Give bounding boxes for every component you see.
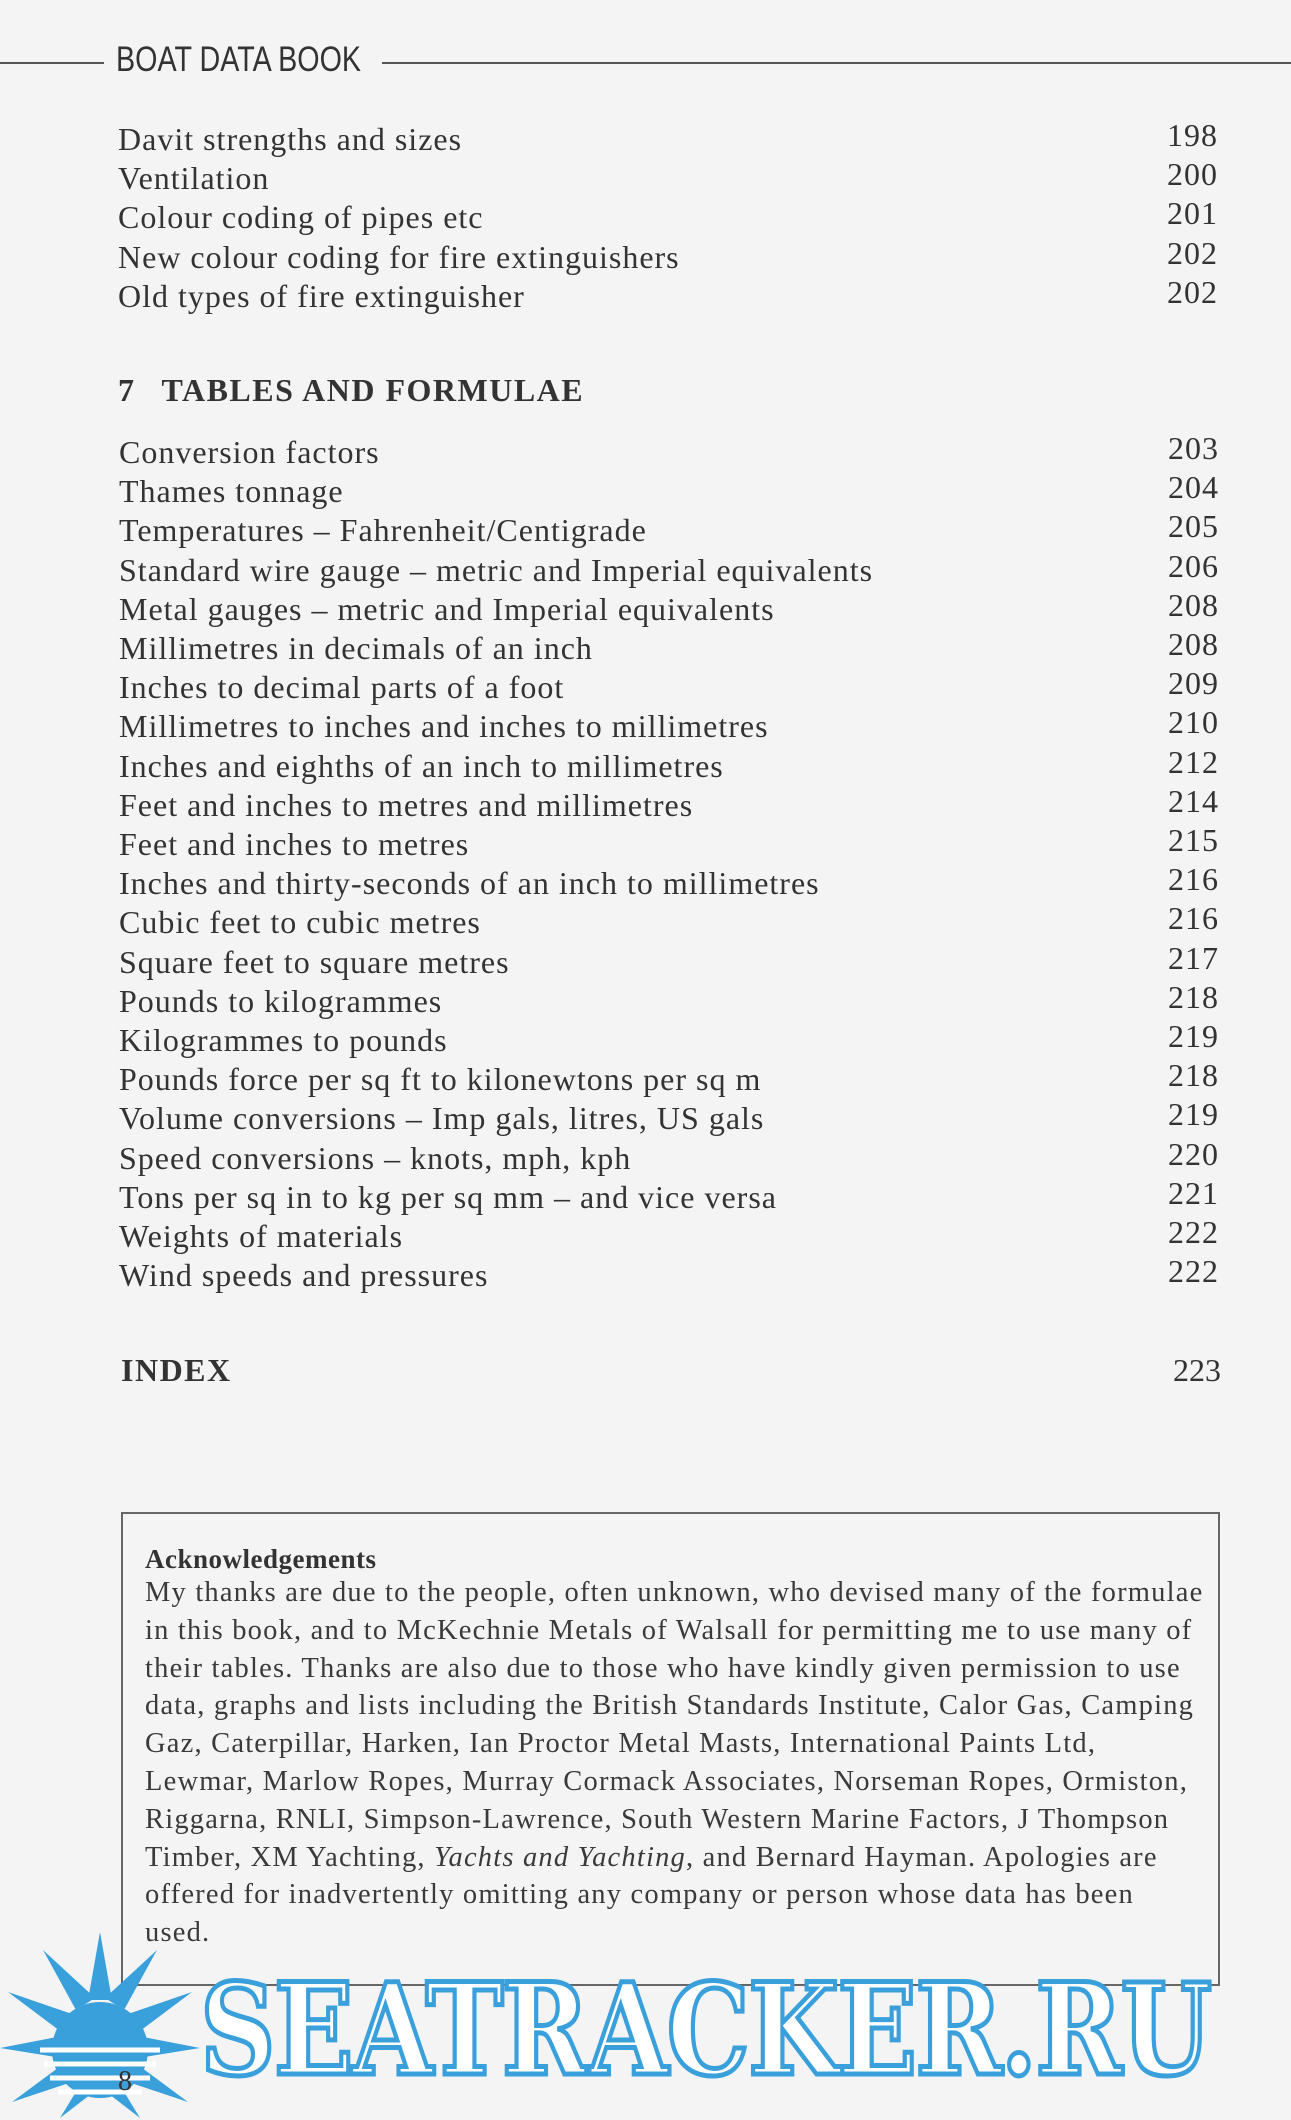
toc-entry-label: Volume conversions – Imp gals, litres, US gals (119, 1100, 765, 1137)
toc-entry-label: Davit strengths and sizes (118, 121, 463, 157)
toc-entry[interactable] (119, 469, 1219, 510)
toc-entry[interactable] (119, 665, 1219, 706)
toc-entry[interactable] (119, 1253, 1219, 1294)
toc-entry-label: Temperatures – Fahrenheit/Centigrade (119, 512, 647, 549)
header-rule-right (382, 62, 1291, 64)
toc-entry-page: 218 (1168, 1057, 1219, 1094)
toc-entry-label: Standard wire gauge – metric and Imperial equivalents (119, 551, 874, 588)
section-heading (118, 372, 584, 409)
toc-entry-label: Feet and inches to metres (119, 826, 470, 862)
toc-entry[interactable] (119, 743, 1219, 785)
toc-entry-page: 204 (1168, 469, 1219, 506)
acknowledgements-text (145, 1574, 1205, 1952)
toc-entry-page: 201 (1167, 195, 1218, 232)
acknowledgements-box (121, 1512, 1220, 1986)
toc-entry-label: Speed conversions – knots, mph, kph (119, 1139, 632, 1176)
toc-entry-page: 208 (1168, 626, 1219, 662)
toc-entry-label: Conversion factors (119, 434, 380, 470)
toc-entry-label: INDEX (121, 1352, 232, 1388)
toc-entry-page: 202 (1167, 273, 1218, 310)
toc-entry-page: 208 (1168, 586, 1219, 623)
toc-entry[interactable] (119, 861, 1219, 902)
toc-entry-page: 216 (1168, 900, 1219, 937)
toc-entry-label: Inches and eighths of an inch to millimetres (119, 747, 724, 784)
toc-entry[interactable] (119, 978, 1219, 1020)
toc-entry-label: Old types of fire extinguisher (118, 277, 525, 314)
toc-entry-label: Weights of materials (119, 1218, 404, 1254)
toc-entry-label: New colour coding for fire extinguishers (118, 238, 680, 275)
header-rule-left (0, 62, 104, 64)
toc-entry-label: Pounds to kilogrammes (119, 982, 443, 1019)
toc-entry-label: Colour coding of pipes etc (118, 199, 484, 236)
toc-entry-page: 214 (1168, 782, 1219, 819)
toc-entry-page: 209 (1168, 665, 1219, 702)
toc-entry[interactable] (119, 1057, 1219, 1098)
acknowledgements-title: Acknowledgements (145, 1544, 377, 1574)
toc-entry-label: Metal gauges – metric and Imperial equivalents (119, 590, 775, 627)
toc-entry[interactable] (119, 1214, 1219, 1255)
running-title: BOAT DATA BOOK (116, 40, 362, 79)
toc-entry-page: 222 (1168, 1214, 1219, 1250)
ack-text-part-1: My thanks are due to the people, often unknown, who devised many of the formulae in this book, and to McKechnie Metals of Walsall for permitting me to use many of their tables. Thanks are also due to those who have kindly given permission to use data, graphs and lists including the British Standards Institute, Calor Gas, Camping Gaz, Caterpillar, Harken, Ian Proctor Metal Masts, International Paints Ltd, Lewmar, Marlow Ropes, Murray Cormack Associates, Norseman Ropes, Ormiston, Riggarna, RNLI, Simpson-Lawrence, South Western Marine Factors, J Thompson Timber, XM Yachting, (145, 1577, 1204, 1873)
toc-entry[interactable] (119, 822, 1219, 863)
toc-entry[interactable] (119, 1174, 1219, 1216)
toc-entry-label: Ventilation (118, 160, 270, 197)
toc-entry-page: 215 (1168, 822, 1219, 858)
toc-entry-label: Kilogrammes to pounds (119, 1022, 448, 1058)
toc-entry-label: Pounds force per sq ft to kilonewtons per sq m (119, 1061, 762, 1098)
toc-entry-page: 205 (1168, 508, 1219, 545)
toc-entry-page: 219 (1168, 1018, 1219, 1054)
toc-entry[interactable] (118, 117, 1218, 158)
watermark-text: SEATRACKER.RU (200, 1956, 1211, 2104)
page-header (0, 38, 1291, 88)
toc-entry-page: 198 (1167, 117, 1218, 153)
toc-entry[interactable] (119, 508, 1219, 549)
toc-entry[interactable] (119, 626, 1219, 667)
toc-entry-page: 221 (1168, 1174, 1219, 1211)
section-title: TABLES AND FORMULAE (161, 372, 585, 408)
toc-entry-page: 200 (1167, 156, 1218, 193)
toc-entry-label: Thames tonnage (119, 473, 344, 510)
toc-entry-page: 202 (1167, 234, 1218, 271)
toc-entry-label: Millimetres to inches and inches to millimetres (119, 708, 769, 745)
toc-entry-page: 222 (1168, 1253, 1219, 1290)
toc-entry-page: 203 (1168, 430, 1219, 466)
toc-entry-label: Feet and inches to metres and millimetres (119, 786, 694, 823)
toc-entry[interactable] (119, 1135, 1219, 1177)
toc-entry[interactable] (119, 704, 1219, 745)
toc-entry[interactable] (119, 430, 1219, 471)
toc-entry[interactable] (118, 273, 1218, 315)
toc-entry[interactable] (119, 939, 1219, 981)
toc-entry[interactable] (118, 195, 1218, 236)
toc-entry[interactable] (119, 1096, 1219, 1137)
toc-entry-page: 206 (1168, 547, 1219, 584)
toc-entry-page: 218 (1168, 978, 1219, 1015)
ack-text-part-2: , and Bernard Hayman. Apologies are offered for inadvertently omitting any company or person whose data has been used. (145, 1841, 1158, 1949)
toc-entry[interactable] (118, 156, 1218, 197)
toc-entry-label: Inches and thirty-seconds of an inch to millimetres (119, 865, 820, 902)
toc-entry-page: 212 (1168, 743, 1219, 780)
toc-entry-page: 217 (1168, 939, 1219, 976)
toc-entry-page: 216 (1168, 861, 1219, 898)
toc-entry[interactable] (119, 782, 1219, 824)
toc-entry-label: Cubic feet to cubic metres (119, 904, 481, 941)
toc-entry-page: 219 (1168, 1096, 1219, 1133)
toc-entry[interactable] (119, 1018, 1219, 1059)
toc-entry-page: 223 (1173, 1352, 1221, 1388)
ack-text-italic: Yachts and Yachting (434, 1841, 686, 1873)
toc-entry-label: Wind speeds and pressures (119, 1257, 489, 1294)
page-number: 8 (118, 2066, 132, 2097)
toc-entry-label: Millimetres in decimals of an inch (119, 630, 593, 666)
toc-entry[interactable] (119, 586, 1219, 628)
toc-entry-page: 210 (1168, 704, 1219, 741)
toc-entry[interactable] (119, 900, 1219, 941)
toc-entry[interactable] (118, 234, 1218, 276)
toc-entry-page: 220 (1168, 1135, 1219, 1172)
toc-entry-index[interactable] (121, 1350, 1221, 1390)
toc-entry-label: Square feet to square metres (119, 943, 510, 980)
toc-entry-label: Inches to decimal parts of a foot (119, 669, 565, 706)
toc-entry-label: Tons per sq in to kg per sq mm – and vice versa (119, 1178, 777, 1215)
toc-entry[interactable] (119, 547, 1219, 589)
section-number: 7 (118, 372, 136, 408)
